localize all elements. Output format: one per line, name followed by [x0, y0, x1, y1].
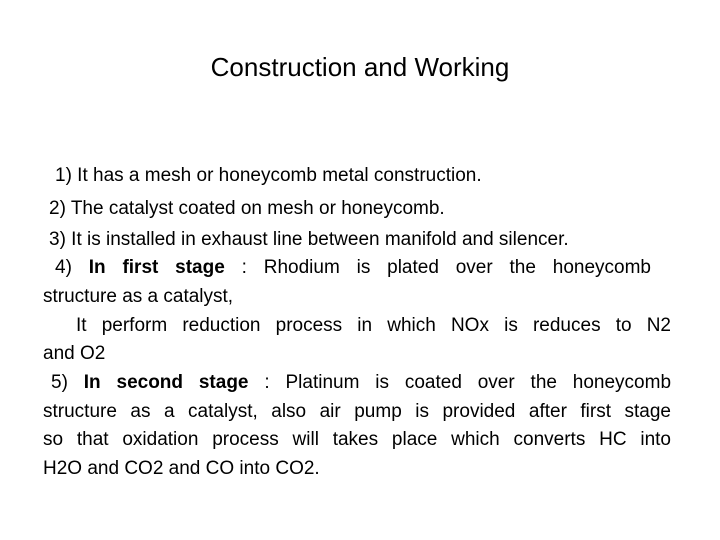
point-4-line-3: It perform reduction process in which NOx is reduces to N2: [76, 315, 671, 336]
point-4-line-1: [55, 255, 651, 281]
point-4-text: Rhodium is plated over the honeycomb: [263, 257, 651, 278]
point-5-line-3: so that oxidation process will takes place which converts HC into: [43, 429, 671, 450]
point-4-heading: In first stage: [88, 257, 225, 278]
slide-title: Construction and Working: [210, 52, 510, 82]
point-5-separator: :: [264, 372, 270, 393]
point-4-separator: :: [241, 257, 247, 278]
point-4-line-4: and O2: [43, 343, 106, 364]
point-1: 1) It has a mesh or honeycomb metal construction.: [55, 165, 482, 186]
point-3: 3) It is installed in exhaust line between manifold and silencer.: [49, 229, 569, 250]
point-4-line-2: structure as a catalyst,: [43, 286, 234, 307]
point-5-text: Platinum is coated over the honeycomb: [285, 372, 672, 393]
point-2: 2) The catalyst coated on mesh or honeycomb.: [49, 198, 445, 219]
point-5-line-2: structure as a catalyst, also air pump is provided after first stage: [43, 401, 671, 422]
point-5-number: 5): [51, 372, 68, 393]
point-5-line-1: [51, 370, 671, 396]
point-4-number: 4): [55, 257, 72, 278]
point-5-heading: In second stage: [83, 372, 249, 393]
point-5-line-4: H2O and CO2 and CO into CO2.: [43, 458, 320, 479]
